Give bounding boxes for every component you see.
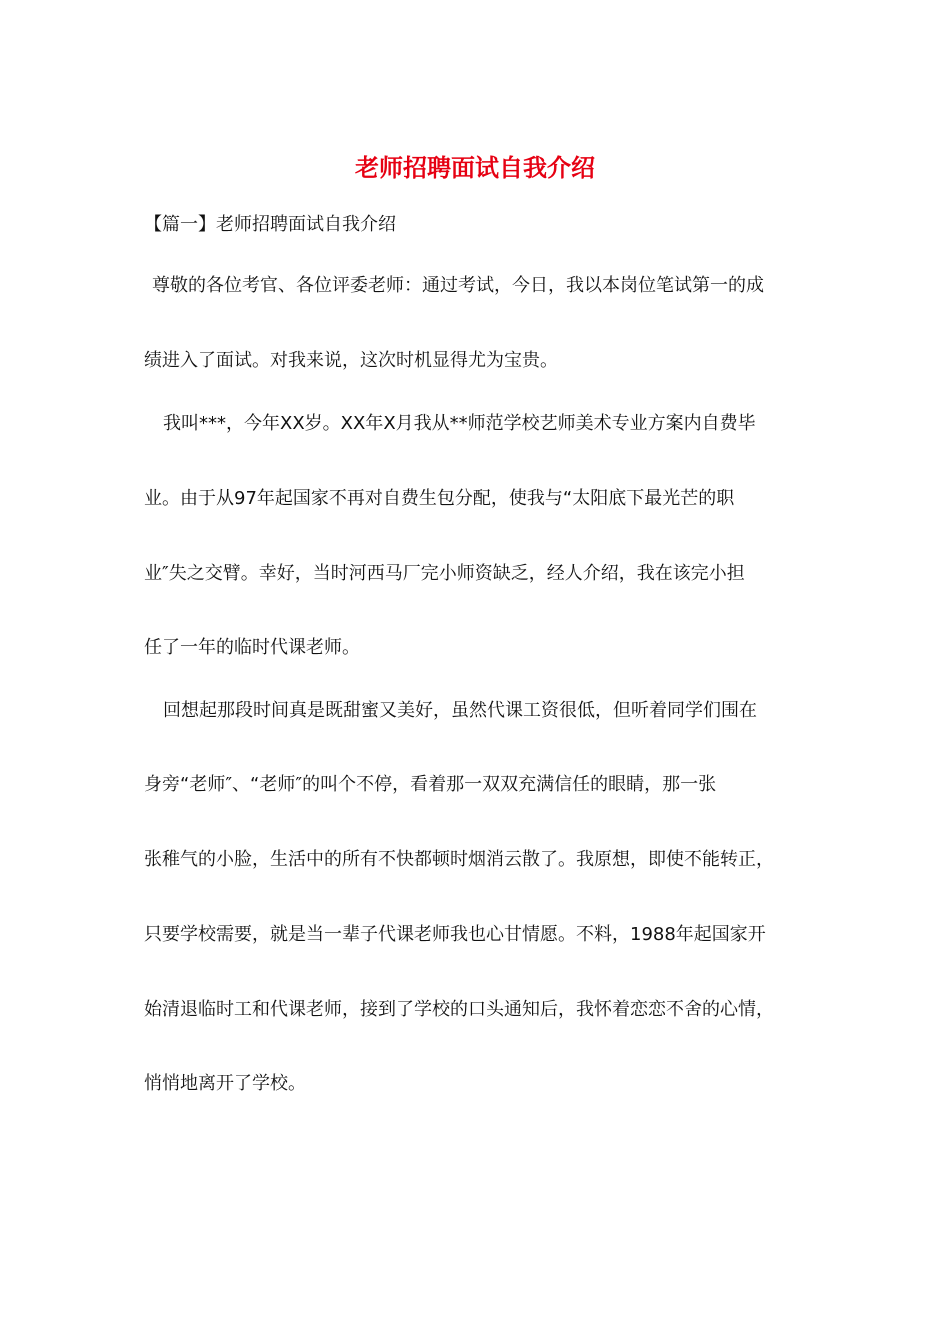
paragraph-line: 业。由于从97年起国家不再对自费生包分配，使我与“太阳底下最光芒的职 bbox=[144, 488, 735, 509]
paragraph-line: 只要学校需要，就是当一辈子代课老师我也心甘情愿。不料，1988年起国家开 bbox=[144, 924, 766, 945]
paragraph-line: 悄悄地离开了学校。 bbox=[144, 1073, 306, 1094]
section-heading: 【篇一】老师招聘面试自我介绍 bbox=[144, 214, 396, 235]
paragraph-line: 我叫***，今年XX岁。XX年X月我从**师范学校艺师美术专业方案内自费毕 bbox=[163, 413, 756, 434]
paragraph-line: 张稚气的小脸，生活中的所有不快都顿时烟消云散了。我原想，即使不能转正， bbox=[144, 849, 774, 870]
paragraph-line: 任了一年的临时代课老师。 bbox=[144, 637, 360, 658]
paragraph-line: 始清退临时工和代课老师，接到了学校的口头通知后，我怀着恋恋不舍的心情， bbox=[144, 999, 774, 1020]
paragraph-line: 绩进入了面试。对我来说，这次时机显得尤为宝贵。 bbox=[144, 350, 558, 371]
paragraph-line: 身旁“老师″、“老师″的叫个不停，看着那一双双充满信任的眼睛，那一张 bbox=[144, 774, 717, 795]
paragraph-line: 业″失之交臂。幸好，当时河西马厂完小师资缺乏，经人介绍，我在该完小担 bbox=[144, 563, 745, 584]
paragraph-line: 尊敬的各位考官、各位评委老师：通过考试，今日，我以本岗位笔试第一的成 bbox=[152, 275, 764, 296]
document-title: 老师招聘面试自我介绍 bbox=[355, 153, 595, 182]
paragraph-line: 回想起那段时间真是既甜蜜又美好，虽然代课工资很低，但听着同学们围在 bbox=[163, 700, 757, 721]
